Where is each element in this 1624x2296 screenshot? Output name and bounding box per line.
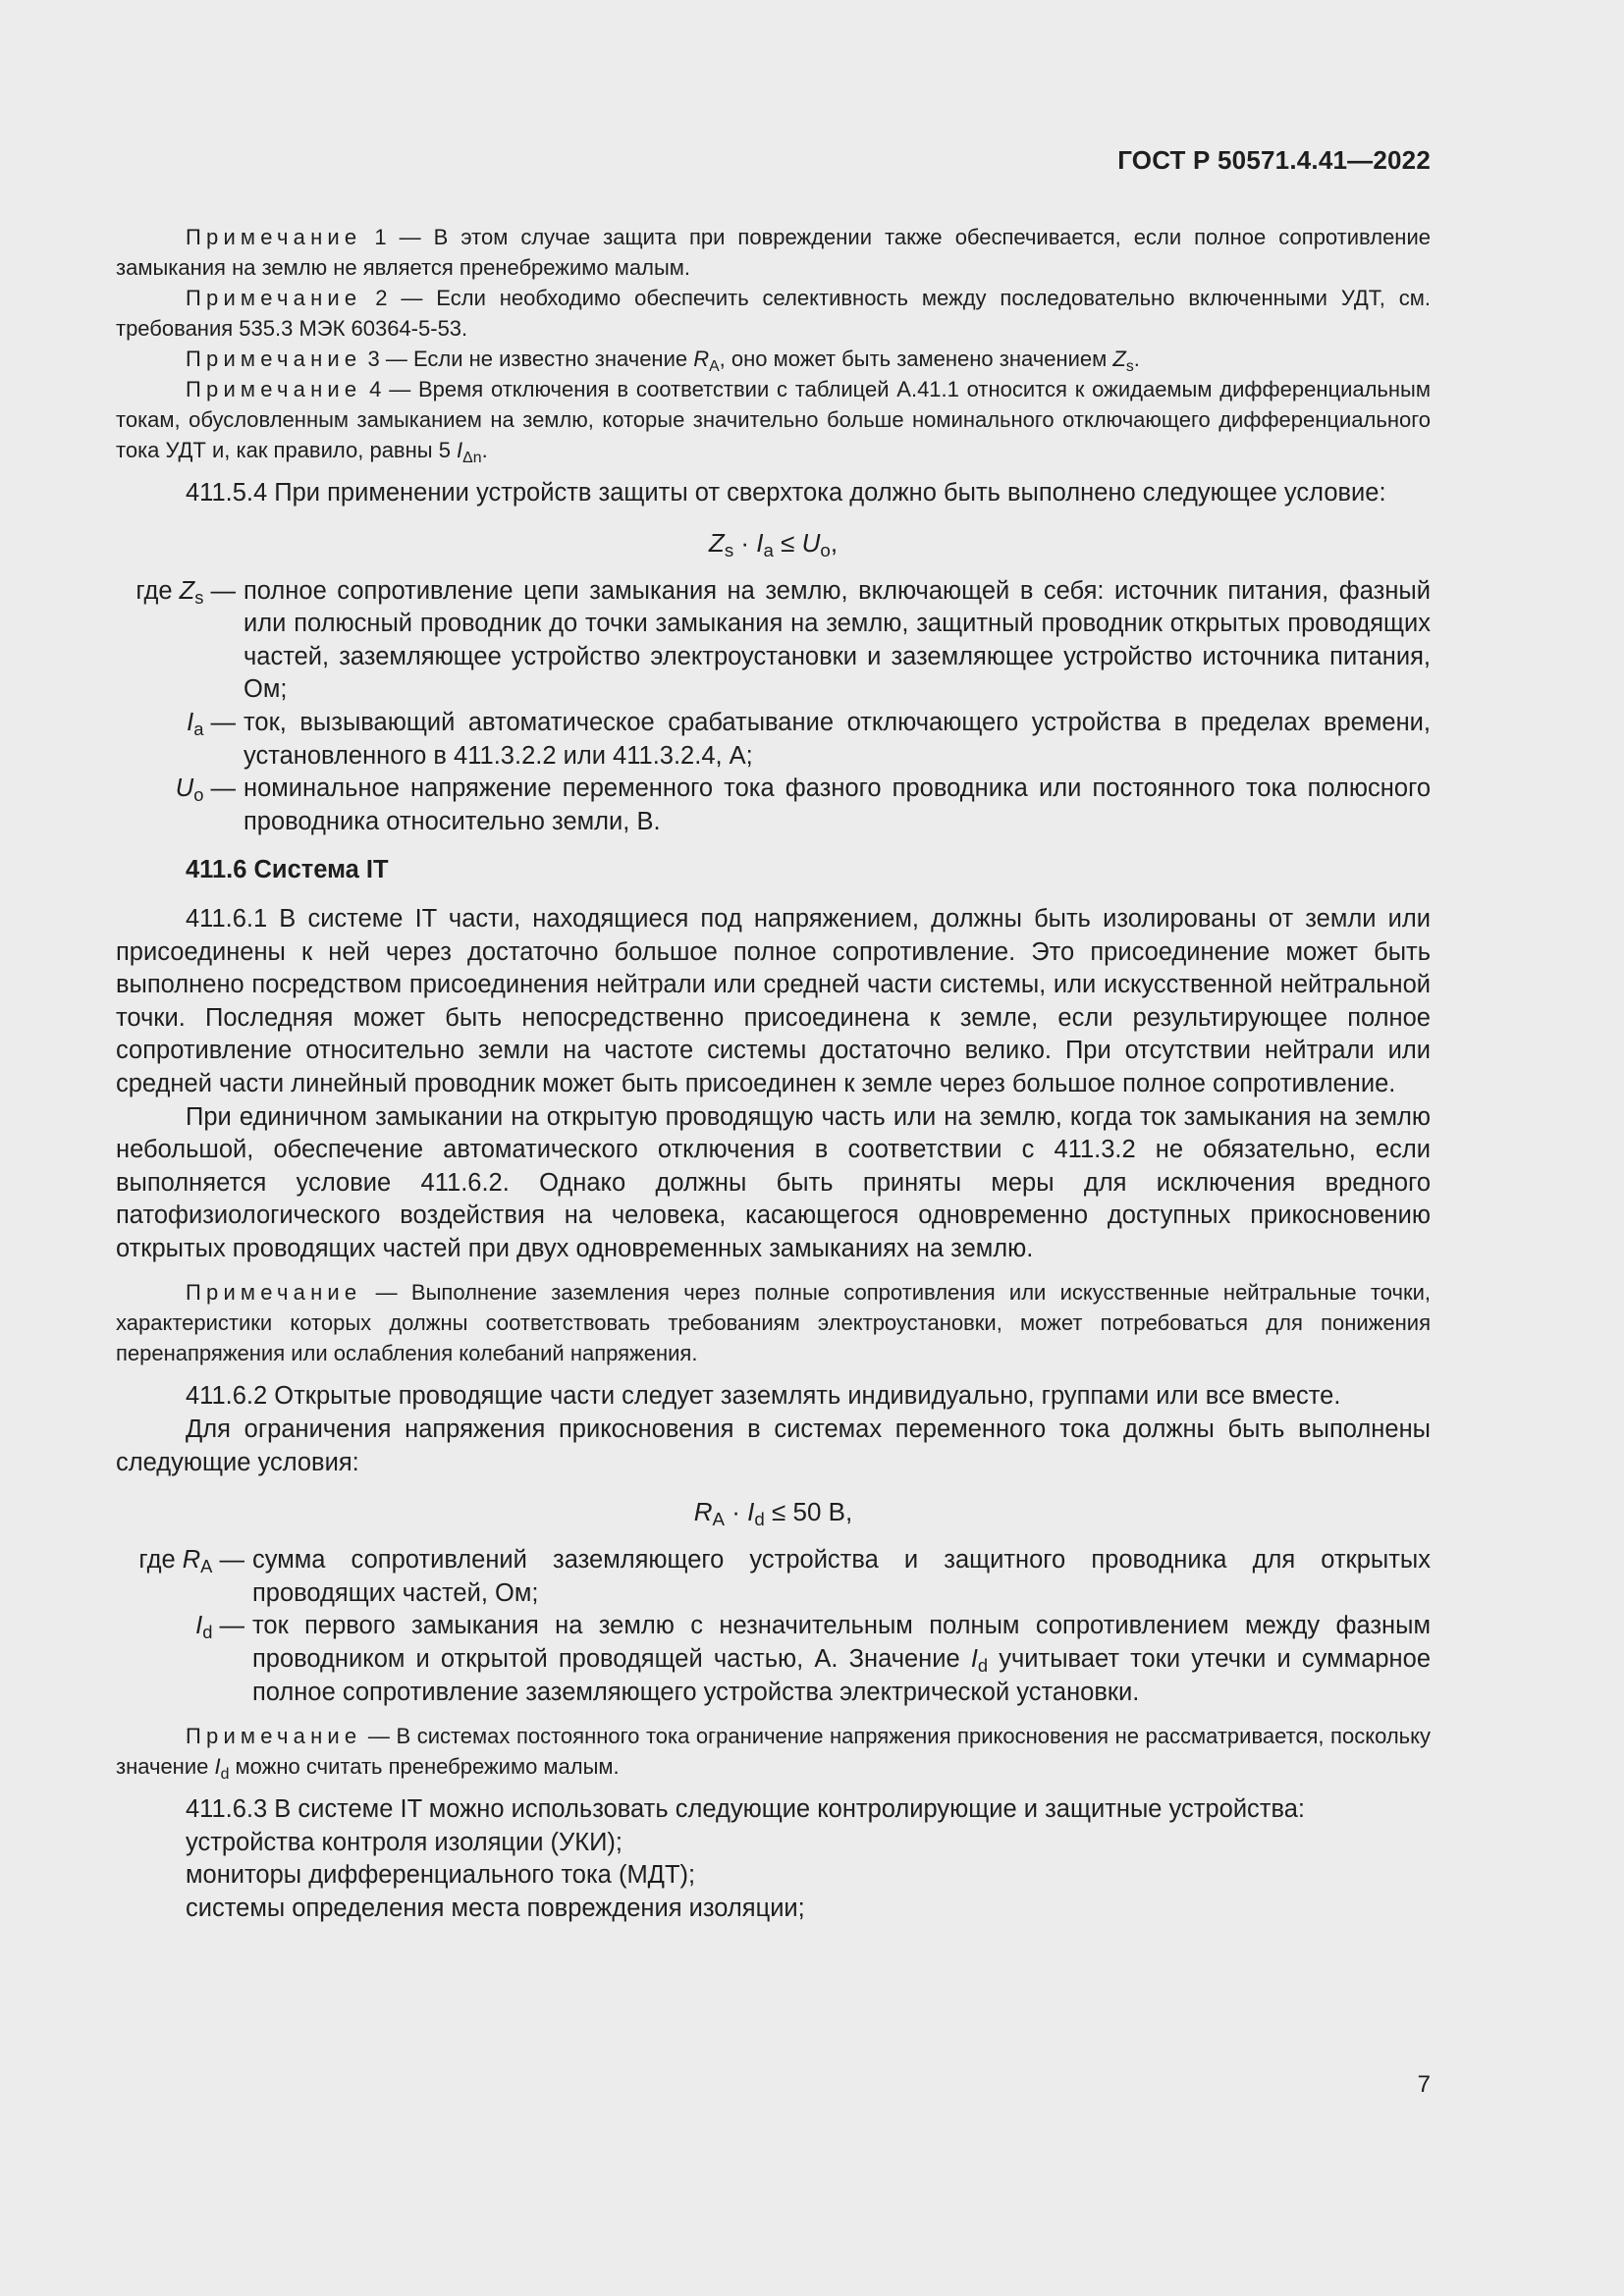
note-label: Примечание — [186, 286, 362, 310]
definition-ra: где $R_A$ — сумма сопротивлений заземляющего устройства и защитного проводника для открытых проводящих частей, Ом; — [138, 1546, 1431, 1607]
clause-411-6-3: 411.6.3 В системе IT можно использовать следующие контролирующие и защитные устройства: — [186, 1795, 1306, 1824]
clause-411-6-2: 411.6.2 Открытые проводящие части следует заземлять индивидуально, группами или все вместе. — [186, 1382, 1341, 1411]
definition-id: $I_d$ — ток первого замыкания на землю с незначительным полным сопротивлением между фазным проводником и открытой проводящей частью, А. Значение $I_d$ учитывает токи утечки и суммарное полное сопротивление заземляющего устройства электрической установки. — [195, 1612, 1432, 1706]
note-4: Примечание 4 — Время отключения в соответствии с таблицей А.41.1 относится к ожидаемым дифференциальным токам, обусловленным замыканием на землю, которые значительно больше номинального отключающего дифференциального тока УДТ и, как правило, равны 5 $I_{\Delta n}$. — [116, 377, 1431, 466]
definition-zs: где $Z_s$ — полное сопротивление цепи замыкания на землю, включающей в себя: источник питания, фазный или полюсный проводник до точки замыкания на землю, защитный проводник открытых проводящих частей, заземляющее устройство электроустановки и заземляющее устройство источника питания, Ом; — [135, 576, 1431, 704]
clause-411-6-1-continued: При единичном замыкании на открытую проводящую часть или на землю, когда ток замыкания на землю небольшой, обеспечение автоматического отключения в соответствии с 411.3.2 не обязательно, если выполняется условие 411.6.2. Однако должны быть приняты меры для исключения вредного патофизиологического воздействия на человека, касающегося одновременно доступных прикосновению открытых проводящих частей при двух одновременных замыканиях на землю. — [116, 1102, 1431, 1262]
clause-411-6-1: 411.6.1 В системе IT части, находящиеся под напряжением, должны быть изолированы от земли или присоединены к ней через достаточно большое полное сопротивление. Это присоединение может быть выполнено посредством присоединения нейтрали или средней части системы, или искусственной нейтральной точки. Последняя может быть непосредственно присоединена к земле, если результирующее полное сопротивление относительно земли на частоте системы достаточно велико. При отсутствии нейтрали или средней части линейный проводник может быть присоединен к земле через большое полное сопротивление. — [116, 904, 1431, 1097]
clause-411-5-4: 411.5.4 При применении устройств защиты от сверхтока должно быть выполнено следующее условие: — [186, 479, 1386, 507]
page-body — [116, 222, 1431, 1926]
note-it-system: Примечание — Выполнение заземления через полные сопротивления или искусственные нейтральные точки, характеристики которых должны соответствовать требованиям электроустановки, может потребоваться для понижения перенапряжения или ослабления колебаний напряжения. — [116, 1280, 1431, 1366]
note-dc-systems: Примечание — В системах постоянного тока ограничение напряжения прикосновения не рассматривается, поскольку значение $I_d$ можно считать пренебрежимо малым. — [116, 1724, 1431, 1784]
formula-ra-id: $R_A \cdot I_d \le 50$ В, — [693, 1497, 853, 1530]
note-label: Примечание — [186, 225, 362, 249]
note-label: Примечание — [186, 1724, 362, 1749]
document-page — [116, 0, 1431, 2296]
note-3: Примечание 3 — Если не известно значение $R_A$, оно может быть заменено значением $Z_s$. — [186, 347, 1140, 375]
note-label: Примечание — [186, 347, 362, 371]
definition-ia: $I_a$ — ток, вызывающий автоматическое срабатывание отключающего устройства в пределах времени, установленного в 411.3.2.2 или 411.3.2.4, А; — [187, 708, 1431, 770]
formula-zs-ia-uo: $Z_s \cdot I_a \le U_o$, — [708, 527, 839, 561]
note-label: Примечание — [186, 1280, 362, 1306]
document-code: ГОСТ Р 50571.4.41—2022 — [1117, 145, 1431, 175]
definition-uo: $U_o$ — номинальное напряжение переменного тока фазного проводника или постоянного тока полюсного проводника относительно земли, В. — [175, 774, 1431, 835]
note-label: Примечание — [186, 377, 362, 401]
list-item: устройства контроля изоляции (УКИ); — [186, 1828, 623, 1856]
clause-411-6-2-condition: Для ограничения напряжения прикосновения в системах переменного тока должны быть выполнены следующие условия: — [116, 1415, 1431, 1476]
list-item: мониторы дифференциального тока (МДТ); — [186, 1861, 696, 1890]
list-item: системы определения места повреждения изоляции; — [186, 1895, 805, 1922]
section-heading-411-6: 411.6 Система IT — [186, 856, 389, 884]
note-2: Примечание 2 — Если необходимо обеспечить селективность между последовательно включенными УДТ, см. требования 535.3 МЭК 60364-5-53. — [116, 286, 1431, 341]
note-1: Примечание 1 — В этом случае защита при повреждении также обеспечивается, если полное сопротивление замыкания на землю не является пренебрежимо малым. — [116, 225, 1431, 280]
page-number: 7 — [1417, 2071, 1431, 2098]
